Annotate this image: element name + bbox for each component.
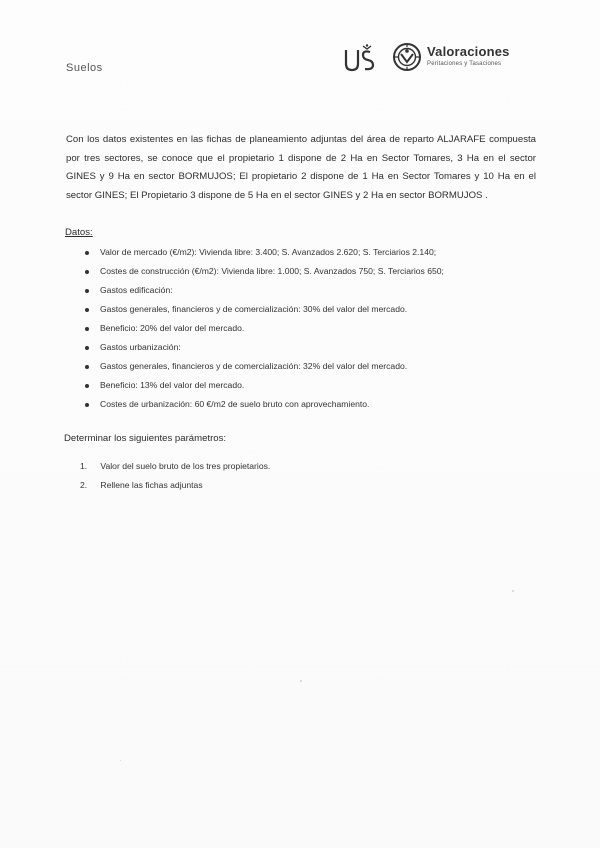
list-item: Costes de construcción (€/m2): Vivienda libre: 1.000; S. Avanzados 750; S. Terciarios 650; <box>84 262 534 281</box>
list-item: Gastos urbanización: <box>84 338 534 357</box>
brand-name: Valoraciones <box>427 44 510 59</box>
task-item <box>80 476 270 495</box>
list-item: Costes de urbanización: 60 €/m2 de suelo bruto con aprovechamiento. <box>84 395 534 414</box>
datos-label: Datos: <box>65 227 93 238</box>
scan-speck <box>512 590 514 592</box>
task-number: 1. <box>80 461 88 471</box>
list-item: Beneficio: 20% del valor del mercado. <box>84 319 534 338</box>
valoraciones-seal-icon <box>392 42 422 72</box>
university-logo-icon <box>343 44 377 74</box>
task-item <box>80 457 270 476</box>
scan-speck <box>300 680 302 682</box>
task-list <box>80 457 270 495</box>
list-item: Gastos edificación: <box>84 281 534 300</box>
intro-paragraph: Con los datos existentes en las fichas de planeamiento adjuntas del área de reparto ALJARAFE compuesta por tres sectores, se conoce que el propietario 1 dispone de 2 Ha en Sector Tomares, 3 Ha en el sector GINES y 9 Ha en sector BORMUJOS; El propietario 2 dispone de 1 Ha en Sector Tomares y 10 Ha en el sector GINES; El Propietario 3 dispone de 5 Ha en el sector GINES y 2 Ha en sector BORMUJOS . <box>66 134 536 201</box>
datos-list <box>84 243 534 414</box>
list-item: Beneficio: 13% del valor del mercado. <box>84 376 534 395</box>
list-item: Gastos generales, financieros y de comercialización: 32% del valor del mercado. <box>84 357 534 376</box>
task-text: Rellene las fichas adjuntas <box>100 480 203 490</box>
brand-tagline: Peritaciones y Tasaciones <box>427 61 502 67</box>
list-item: Gastos generales, financieros y de comercialización: 30% del valor del mercado. <box>84 300 534 319</box>
task-intro: Determinar los siguientes parámetros: <box>64 433 227 444</box>
task-text: Valor del suelo bruto de los tres propietarios. <box>100 461 271 471</box>
page-heading: Suelos <box>66 62 103 74</box>
scan-speck <box>120 760 121 761</box>
task-number: 2. <box>80 480 88 490</box>
list-item: Valor de mercado (€/m2): Vivienda libre: 3.400; S. Avanzados 2.620; S. Terciarios 2.140; <box>84 243 534 262</box>
